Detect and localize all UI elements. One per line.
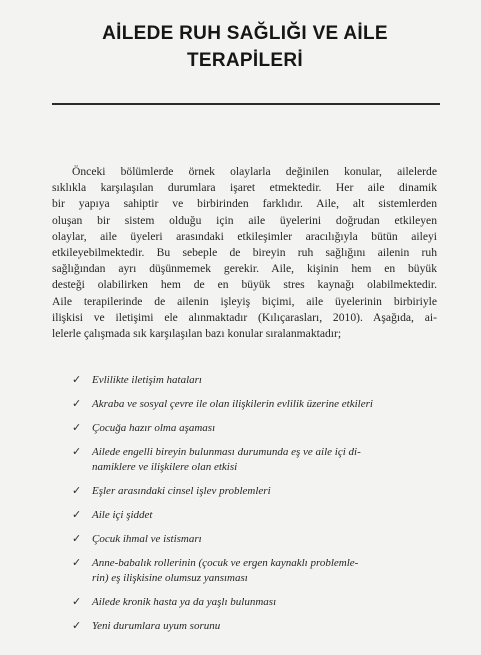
- check-icon: ✓: [72, 397, 82, 410]
- paragraph-line: sıklıkla karşılaşılan durumlara işaret etmektedir. Her aile dinamik: [52, 181, 437, 195]
- check-icon: ✓: [72, 421, 82, 434]
- list-item-text-continued: rin) eş ilişkisine olumsuz yansıması: [92, 572, 248, 584]
- check-icon: ✓: [72, 484, 82, 497]
- check-icon: ✓: [72, 556, 82, 569]
- list-item: [72, 619, 442, 634]
- paragraph-line: lelerle çalışmada sık karşılaşılan bazı konular sıralanmaktadır;: [52, 327, 342, 341]
- list-item-text: Eşler arasındaki cinsel işlev problemleri: [92, 485, 271, 497]
- paragraph-line: etkileyebilmektedir. Bu sebeple de bireyin ruh sağlığını ailenin ruh: [52, 246, 437, 260]
- check-icon: ✓: [72, 619, 82, 632]
- list-item-text: Ailede kronik hasta ya da yaşlı bulunması: [92, 596, 277, 608]
- list-item-text: Yeni durumlara uyum sorunu: [92, 620, 221, 632]
- list-item-text: Anne-babalık rollerinin (çocuk ve ergen kaynaklı problemle-: [92, 557, 359, 569]
- check-icon: ✓: [72, 595, 82, 608]
- list-item: [72, 508, 442, 523]
- list-item-text: Ailede engelli bireyin bulunması durumunda eş ve aile içi di-: [92, 446, 361, 458]
- check-icon: ✓: [72, 445, 82, 458]
- paragraph-line: ilişkisi ve iletişimi ele alınmaktadır (Kılıçarasları, 2010). Aşağıda, ai-: [52, 310, 437, 324]
- paragraph-line: olaylar, aile üyeleri arasındaki etkileşimler aracılığıyla bütün aileyi: [52, 229, 437, 243]
- intro-paragraph: [52, 164, 437, 342]
- paragraph-line: Aile terapilerinde de ailenin işleyiş biçimi, aile üyelerinin birbiriyle: [52, 294, 437, 308]
- check-icon: ✓: [72, 373, 82, 386]
- paragraph-line: bir yapıya sahiptir ve birbirinden farklıdır. Aile, alt sistemlerden: [52, 197, 437, 211]
- list-item: [72, 556, 442, 586]
- list-item: [72, 484, 442, 499]
- chapter-title-line-1: AİLEDE RUH SAĞLIĞI VE AİLE: [102, 23, 388, 44]
- list-item: [72, 373, 442, 388]
- list-item-text: Aile içi şiddet: [92, 509, 153, 521]
- check-icon: ✓: [72, 532, 82, 545]
- list-item: [72, 397, 442, 412]
- list-item: [72, 595, 442, 610]
- chapter-title: [60, 20, 430, 74]
- title-divider: [52, 103, 440, 105]
- list-item: [72, 532, 442, 547]
- chapter-title-line-2: TERAPİLERİ: [187, 50, 303, 71]
- list-item-text: Akraba ve sosyal çevre ile olan ilişkilerin evlilik üzerine etkileri: [92, 398, 373, 410]
- paragraph-line: oluşan bir sistem olduğu için aile üyelerini doğrudan etkileyen: [52, 213, 437, 227]
- list-item: [72, 421, 442, 436]
- topic-checklist: [72, 373, 442, 634]
- list-item-text: Çocuğa hazır olma aşaması: [92, 422, 216, 434]
- list-item: [72, 445, 442, 475]
- paragraph-line: sağlığından ayrı düşünmemek gerekir. Aile, kişinin hem en büyük: [52, 262, 437, 276]
- paragraph-line: desteği olabilirken hem de en büyük stres kaynağı olabilmektedir.: [52, 278, 437, 292]
- check-icon: ✓: [72, 508, 82, 521]
- list-item-text-continued: namiklere ve ilişkilere olan etkisi: [92, 461, 238, 473]
- list-item-text: Çocuk ihmal ve istismarı: [92, 533, 202, 545]
- paragraph-line: Önceki bölümlerde örnek olaylarla değinilen konular, ailelerde: [72, 165, 437, 178]
- list-item-text: Evlilikte iletişim hataları: [92, 374, 202, 386]
